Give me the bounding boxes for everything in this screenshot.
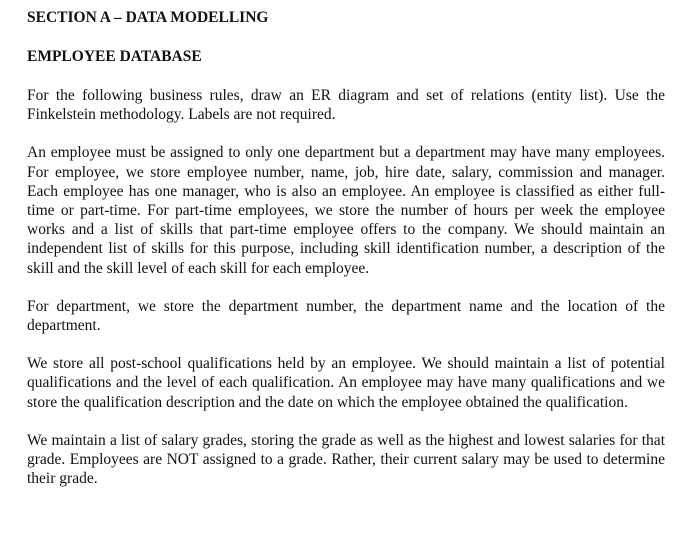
paragraph-employee-rules: An employee must be assigned to only one department but a department may have many employees. For employee, we store employee number, name, job, hire date, salary, commission and manager. Each employee has one manager, who is also an employee. An employee is classified as either full-time or part-time. For part-time employees, we store the number of hours per week the employee works and a list of skills that part-time employee offers to the company. We should maintain an independent list of skills for this purpose, including skill identification number, a description of the skill and the skill level of each skill for each employee. — [27, 144, 665, 277]
paragraph-department-rules: For department, we store the department number, the department name and the location of the department. — [27, 297, 665, 335]
paragraph-qualification-rules: We store all post-school qualifications held by an employee. We should maintain a list of potential qualifications and the level of each qualification. An employee may have many qualifications and we store the qualification description and the date on which the employee obtained the qualification. — [27, 355, 665, 411]
section-title: SECTION A – DATA MODELLING — [27, 9, 269, 26]
document-page — [27, 8, 665, 488]
paragraph-salary-grade-rules: We maintain a list of salary grades, storing the grade as well as the highest and lowest salaries for that grade. Employees are NOT assigned to a grade. Rather, their current salary may be used to determine their grade. — [27, 431, 665, 488]
paragraph-instructions: For the following business rules, draw an ER diagram and set of relations (entity list). Use the Finkelstein methodology. Labels are not required. — [27, 87, 665, 124]
database-title: EMPLOYEE DATABASE — [27, 48, 202, 65]
